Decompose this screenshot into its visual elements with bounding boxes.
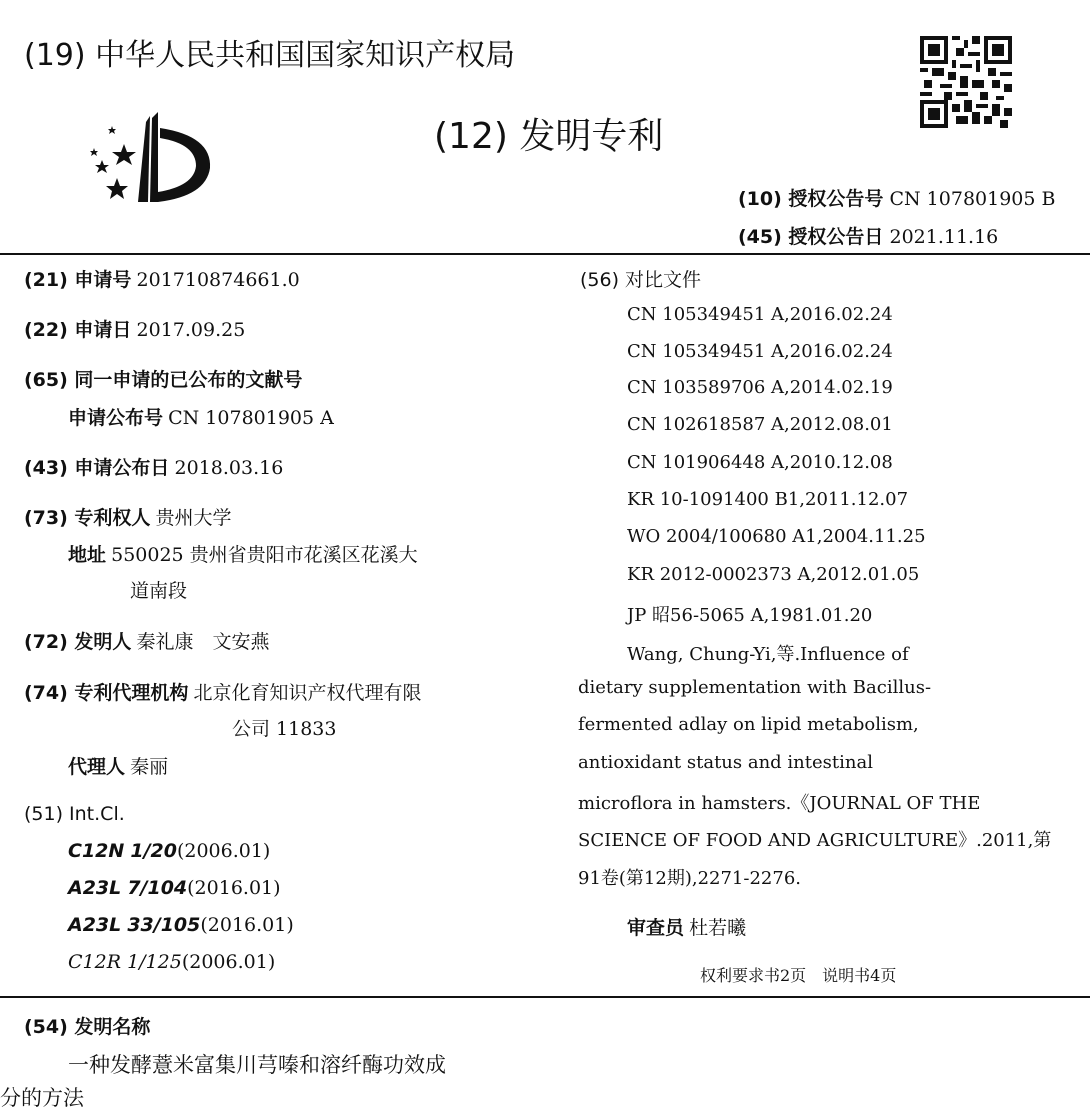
- citation-line: dietary supplementation with Bacillus-: [578, 677, 932, 698]
- grant-date-row: [738, 222, 998, 249]
- ipc-date: (2006.01): [181, 951, 276, 973]
- address-row: [68, 540, 418, 567]
- ipc-code: A23L: [68, 877, 122, 899]
- cited-doc-item: CN 105349451 A,2016.02.24: [627, 304, 893, 325]
- application-number-value: 201710874661.0: [136, 269, 300, 291]
- grant-number-row: [738, 184, 1055, 211]
- patentee-label: (73) 专利权人: [24, 507, 151, 529]
- agent-label: 代理人: [68, 756, 126, 778]
- agency-line-2: 公司 11833: [232, 718, 337, 740]
- ipc-date: (2016.01): [187, 877, 281, 899]
- citation-line: fermented adlay on lipid metabolism,: [578, 714, 919, 735]
- ipc-group: 1/20: [130, 840, 177, 862]
- page-count: 权利要求书2页 说明书4页: [700, 966, 897, 985]
- address-line-1: 550025 贵州省贵阳市花溪区花溪大: [111, 544, 418, 566]
- patent-type-title: (12) 发明专利: [434, 116, 664, 157]
- examiner-row: [627, 913, 746, 940]
- agency-label: (74) 专利代理机构: [24, 682, 189, 704]
- invention-title-line-2: 分的方法: [0, 1086, 84, 1110]
- publication-number-row: [68, 403, 334, 430]
- application-date-value: 2017.09.25: [136, 319, 246, 341]
- publication-date-value: 2018.03.16: [174, 457, 284, 479]
- citation-line: SCIENCE OF FOOD AND AGRICULTURE》.2011,第: [578, 830, 1052, 851]
- invention-title-label: (54) 发明名称: [24, 1016, 151, 1038]
- ipc-date: (2016.01): [200, 914, 294, 936]
- ipc-date: (2006.01): [176, 840, 271, 862]
- ipc-code: C12R: [68, 951, 122, 973]
- publication-date-label: (43) 申请公布日: [24, 457, 170, 479]
- cited-docs-label: (56) 对比文件: [580, 269, 702, 291]
- publication-date-row: [24, 453, 283, 480]
- inventor-label: (72) 发明人: [24, 631, 132, 653]
- inventor-row: [24, 627, 270, 654]
- application-number-row: [24, 265, 300, 292]
- citation-line: microflora in hamsters.《JOURNAL OF THE: [578, 793, 981, 814]
- cnipa-logo-icon: [82, 108, 222, 204]
- ipc-row: [68, 840, 270, 862]
- cited-doc-item: CN 105349451 A,2016.02.24: [627, 341, 893, 362]
- application-date-row: [24, 315, 245, 342]
- ipc-row: [68, 914, 294, 936]
- ipc-code: A23L: [68, 914, 122, 936]
- citation-line: 91卷(第12期),2271-2276.: [578, 868, 801, 889]
- publication-number-label: 申请公布号: [68, 407, 164, 429]
- agent-value: 秦丽: [130, 756, 169, 778]
- examiner-value: 杜若曦: [689, 917, 747, 939]
- citation-line: antioxidant status and intestinal: [578, 752, 873, 773]
- cited-doc-item: KR 10-1091400 B1,2011.12.07: [627, 489, 909, 510]
- patentee-row: [24, 503, 232, 530]
- ipc-group: 33/105: [127, 914, 201, 936]
- agency-line-1: 北京化育知识产权代理有限: [193, 682, 422, 704]
- ipc-row: [68, 951, 275, 973]
- patentee-value: 贵州大学: [155, 507, 232, 529]
- prior-publication-label: (65) 同一申请的已公布的文献号: [24, 369, 303, 391]
- grant-date-label: (45) 授权公告日: [738, 226, 884, 248]
- cited-doc-item: WO 2004/100680 A1,2004.11.25: [627, 526, 926, 547]
- grant-number-value: CN 107801905 B: [889, 188, 1056, 210]
- application-date-label: (22) 申请日: [24, 319, 132, 341]
- header-divider: [0, 253, 1090, 255]
- agent-row: [68, 752, 168, 779]
- invention-title-line-1: 一种发酵薏米富集川芎嗪和溶纤酶功效成: [68, 1053, 446, 1077]
- cited-doc-item: CN 101906448 A,2010.12.08: [627, 452, 893, 473]
- office-name: (19) 中华人民共和国国家知识产权局: [24, 38, 516, 73]
- agency-row: [24, 678, 422, 705]
- address-line-2: 道南段: [130, 580, 188, 602]
- grant-number-label: (10) 授权公告号: [738, 188, 884, 210]
- address-label: 地址: [68, 544, 107, 566]
- qr-code-icon: [920, 36, 1012, 128]
- inventor-value: 秦礼康 文安燕: [136, 631, 270, 653]
- ipc-code: C12N: [68, 840, 125, 862]
- bottom-divider: [0, 996, 1090, 998]
- ipc-group: 7/104: [127, 877, 188, 899]
- grant-date-value: 2021.11.16: [889, 226, 999, 248]
- ipc-group: 1/125: [127, 951, 182, 973]
- cited-doc-item: CN 102618587 A,2012.08.01: [627, 414, 893, 435]
- cited-doc-item: KR 2012-0002373 A,2012.01.05: [627, 564, 920, 585]
- application-number-label: (21) 申请号: [24, 269, 132, 291]
- int-cl-label: (51) Int.Cl.: [24, 803, 125, 825]
- examiner-label: 审查员: [627, 917, 685, 939]
- ipc-row: [68, 877, 281, 899]
- cited-doc-item: CN 103589706 A,2014.02.19: [627, 377, 893, 398]
- publication-number-value: CN 107801905 A: [168, 407, 334, 429]
- cited-doc-item: JP 昭56-5065 A,1981.01.20: [627, 605, 873, 626]
- citation-line: Wang, Chung-Yi,等.Influence of: [627, 644, 909, 665]
